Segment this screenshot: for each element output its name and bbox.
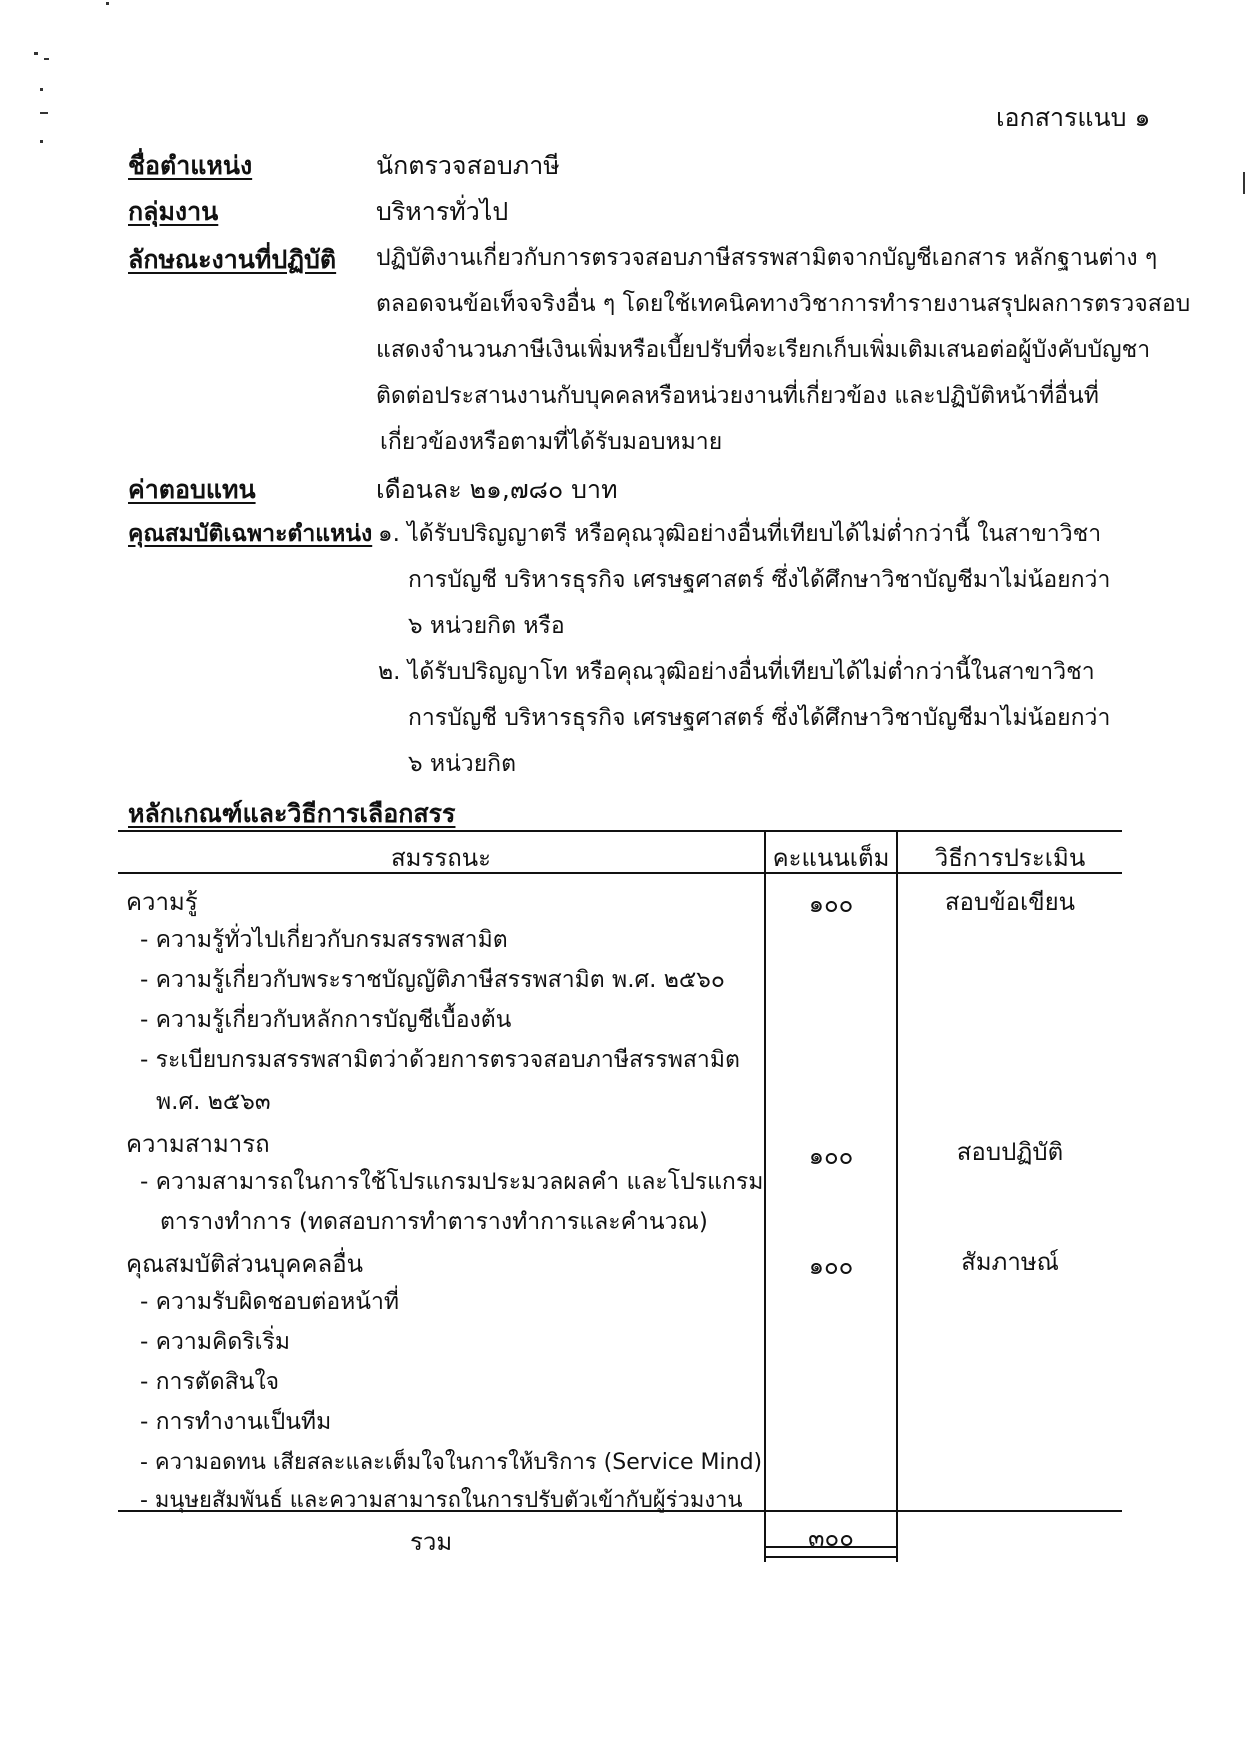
duty-line: ปฏิบัติงานเกี่ยวกับการตรวจสอบภาษีสรรพสามิตจากบัญชีเอกสาร หลักฐานต่าง ๆ bbox=[376, 245, 1158, 271]
scan-speck bbox=[34, 52, 38, 55]
section-method: สัมภาษณ์ bbox=[961, 1248, 1059, 1276]
duty-line: แสดงจำนวนภาษีเงินเพิ่มหรือเบี้ยปรับที่จะเรียกเก็บเพิ่มเติมเสนอต่อผู้บังคับบัญชา bbox=[376, 337, 1151, 363]
section-item: - ความรู้ทั่วไปเกี่ยวกับกรมสรรพสามิต bbox=[140, 927, 508, 953]
section-item: พ.ศ. ๒๕๖๓ bbox=[156, 1089, 271, 1115]
table-col-divider bbox=[896, 830, 898, 1512]
qualification-line: ๖ หน่วยกิต bbox=[408, 751, 517, 777]
duty-line: เกี่ยวข้องหรือตามที่ได้รับมอบหมาย bbox=[380, 429, 723, 455]
duty-label: ลักษณะงานที่ปฏิบัติ bbox=[128, 245, 337, 274]
section-item: - ระเบียบกรมสรรพสามิตว่าด้วยการตรวจสอบภาษีสรรพสามิต bbox=[140, 1047, 740, 1073]
position-value: นักตรวจสอบภาษี bbox=[376, 151, 560, 180]
duty-line: ติดต่อประสานงานกับบุคคลหรือหน่วยงานที่เกี่ยวข้อง และปฏิบัติหน้าที่อื่นที่ bbox=[376, 383, 1099, 409]
scan-speck bbox=[40, 140, 43, 143]
qualification-line: การบัญชี บริหารธุรกิจ เศรษฐศาสตร์ ซึ่งได้ศึกษาวิชาบัญชีมาไม่น้อยกว่า bbox=[408, 567, 1111, 593]
section-item: - ความสามารถในการใช้โปรแกรมประมวลผลคำ และโปรแกรม bbox=[140, 1169, 764, 1195]
section-item: - ความรับผิดชอบต่อหน้าที่ bbox=[140, 1289, 400, 1315]
scan-speck bbox=[106, 2, 109, 5]
section-method: สอบข้อเขียน bbox=[944, 888, 1076, 916]
section-item: - ความคิดริเริ่ม bbox=[140, 1329, 291, 1355]
section-title: ความสามารถ bbox=[126, 1130, 270, 1158]
total-label: รวม bbox=[410, 1528, 453, 1556]
group-value: บริหารทั่วไป bbox=[376, 197, 509, 226]
group-label: กลุ่มงาน bbox=[128, 197, 219, 226]
qualification-line: ๒. ได้รับปริญญาโท หรือคุณวุฒิอย่างอื่นที่เทียบได้ไม่ต่ำกว่านี้ในสาขาวิชา bbox=[378, 659, 1095, 685]
qualification-line: ๖ หน่วยกิต หรือ bbox=[408, 613, 565, 639]
header-competency: สมรรถนะ bbox=[390, 844, 492, 872]
qualification-label: คุณสมบัติเฉพาะตำแหน่ง bbox=[128, 521, 373, 547]
section-score: ๑๐๐ bbox=[808, 890, 854, 918]
criteria-title: หลักเกณฑ์และวิธีการเลือกสรร bbox=[128, 799, 456, 828]
table-top-border bbox=[118, 830, 1122, 832]
section-item: - มนุษยสัมพันธ์ และความสามารถในการปรับตัวเข้ากับผู้ร่วมงาน bbox=[140, 1488, 743, 1513]
section-title: ความรู้ bbox=[126, 888, 198, 916]
section-score: ๑๐๐ bbox=[808, 1252, 854, 1280]
section-method: สอบปฏิบัติ bbox=[956, 1138, 1064, 1166]
scan-speck bbox=[40, 112, 48, 114]
header-method: วิธีการประเมิน bbox=[934, 844, 1086, 872]
duty-line: ตลอดจนข้อเท็จจริงอื่น ๆ โดยใช้เทคนิคทางวิชาการทำรายงานสรุปผลการตรวจสอบ bbox=[376, 291, 1191, 317]
scan-speck bbox=[1243, 172, 1245, 194]
section-item: - ความรู้เกี่ยวกับพระราชบัญญัติภาษีสรรพสามิต พ.ศ. ๒๕๖๐ bbox=[140, 967, 725, 993]
section-item: ตารางทำการ (ทดสอบการทำตารางทำการและคำนวณ) bbox=[160, 1209, 708, 1235]
section-score: ๑๐๐ bbox=[808, 1142, 854, 1170]
qualification-line: ๑. ได้รับปริญญาตรี หรือคุณวุฒิอย่างอื่นที่เทียบได้ไม่ต่ำกว่านี้ ในสาขาวิชา bbox=[378, 521, 1102, 547]
total-box-border bbox=[896, 1510, 898, 1562]
section-item: - การทำงานเป็นทีม bbox=[140, 1409, 332, 1435]
section-title: คุณสมบัติส่วนบุคคลอื่น bbox=[126, 1250, 364, 1278]
pay-label: ค่าตอบแทน bbox=[128, 475, 256, 504]
scan-speck bbox=[40, 88, 43, 91]
qualification-line: การบัญชี บริหารธุรกิจ เศรษฐศาสตร์ ซึ่งได้ศึกษาวิชาบัญชีมาไม่น้อยกว่า bbox=[408, 705, 1111, 731]
total-score: ๓๐๐ bbox=[808, 1524, 854, 1552]
section-item: - ความอดทน เสียสละและเต็มใจในการให้บริการ (Service Mind) bbox=[140, 1450, 763, 1475]
position-label: ชื่อตำแหน่ง bbox=[128, 151, 253, 180]
section-item: - การตัดสินใจ bbox=[140, 1369, 280, 1395]
pay-value: เดือนละ ๒๑,๗๘๐ บาท bbox=[376, 475, 618, 504]
section-item: - ความรู้เกี่ยวกับหลักการบัญชีเบื้องต้น bbox=[140, 1007, 512, 1033]
scan-speck bbox=[44, 58, 49, 60]
attachment-label: เอกสารแนบ ๑ bbox=[996, 103, 1151, 132]
header-full-score: คะแนนเต็ม bbox=[772, 844, 890, 872]
